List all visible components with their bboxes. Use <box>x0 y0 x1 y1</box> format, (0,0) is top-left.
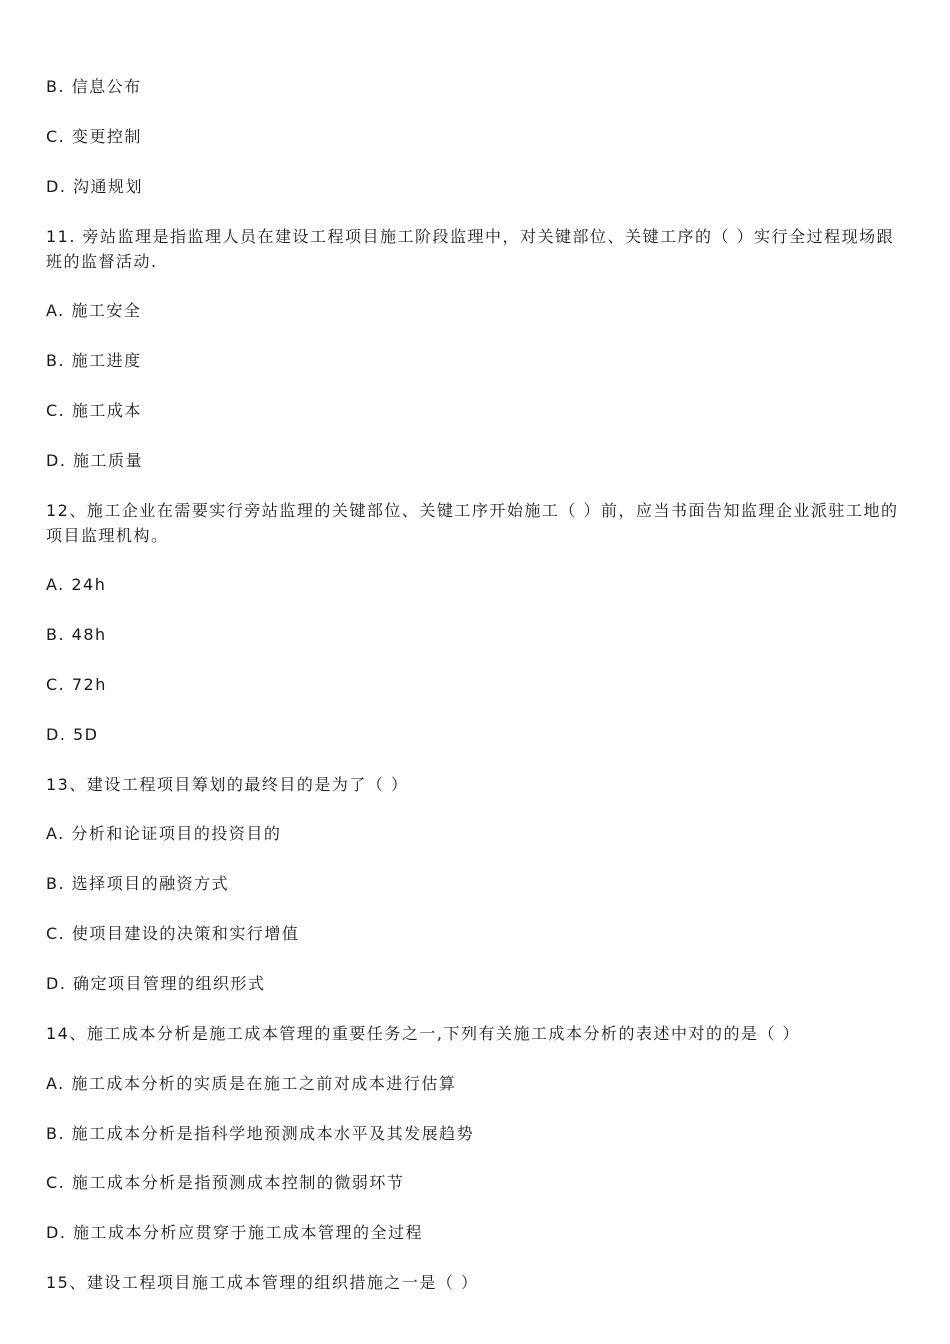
q13-option-a: A. 分析和论证项目的投资目的 <box>46 824 282 843</box>
q11-option-a: A. 施工安全 <box>46 301 142 320</box>
q12-option-b: B. 48h <box>46 625 107 644</box>
q14-option-c: C. 施工成本分析是指预测成本控制的微弱环节 <box>46 1173 405 1192</box>
q13-option-d: D. 确定项目管理的组织形式 <box>46 974 266 993</box>
q11-stem: 11. 旁站监理是指监理人员在建设工程项目施工阶段监理中，对关键部位、关键工序的（ ）实行全过程现场跟班的监督活动. <box>46 227 895 271</box>
q10-option-d: D. 沟通规划 <box>46 177 143 196</box>
q12-option-a: A. 24h <box>46 575 107 594</box>
q14-option-a: A. 施工成本分析的实质是在施工之前对成本进行估算 <box>46 1074 457 1093</box>
q13-option-b: B. 选择项目的融资方式 <box>46 874 230 893</box>
q13-stem: 13、建设工程项目筹划的最终目的是为了（ ） <box>46 775 409 794</box>
q12-option-c: C. 72h <box>46 675 107 694</box>
q14-stem: 14、施工成本分析是施工成本管理的重要任务之一,下列有关施工成本分析的表述中对的的是（ ） <box>46 1024 801 1043</box>
q14-option-d: D. 施工成本分析应贯穿于施工成本管理的全过程 <box>46 1223 423 1242</box>
q10-option-b: B. 信息公布 <box>46 77 142 96</box>
q11-option-c: C. 施工成本 <box>46 401 142 420</box>
q10-option-c: C. 变更控制 <box>46 127 142 146</box>
q12-stem: 12、施工企业在需要实行旁站监理的关键部位、关键工序开始施工（ ）前，应当书面告知监理企业派驻工地的项目监理机构。 <box>46 501 899 545</box>
q14-option-b: B. 施工成本分析是指科学地预测成本水平及其发展趋势 <box>46 1124 475 1143</box>
q15-stem: 15、建设工程项目施工成本管理的组织措施之一是（ ） <box>46 1273 479 1292</box>
q12-option-d: D. 5D <box>46 725 99 744</box>
q11-option-d: D. 施工质量 <box>46 451 143 470</box>
q13-option-c: C. 使项目建设的决策和实行增值 <box>46 924 300 943</box>
q11-option-b: B. 施工进度 <box>46 351 142 370</box>
